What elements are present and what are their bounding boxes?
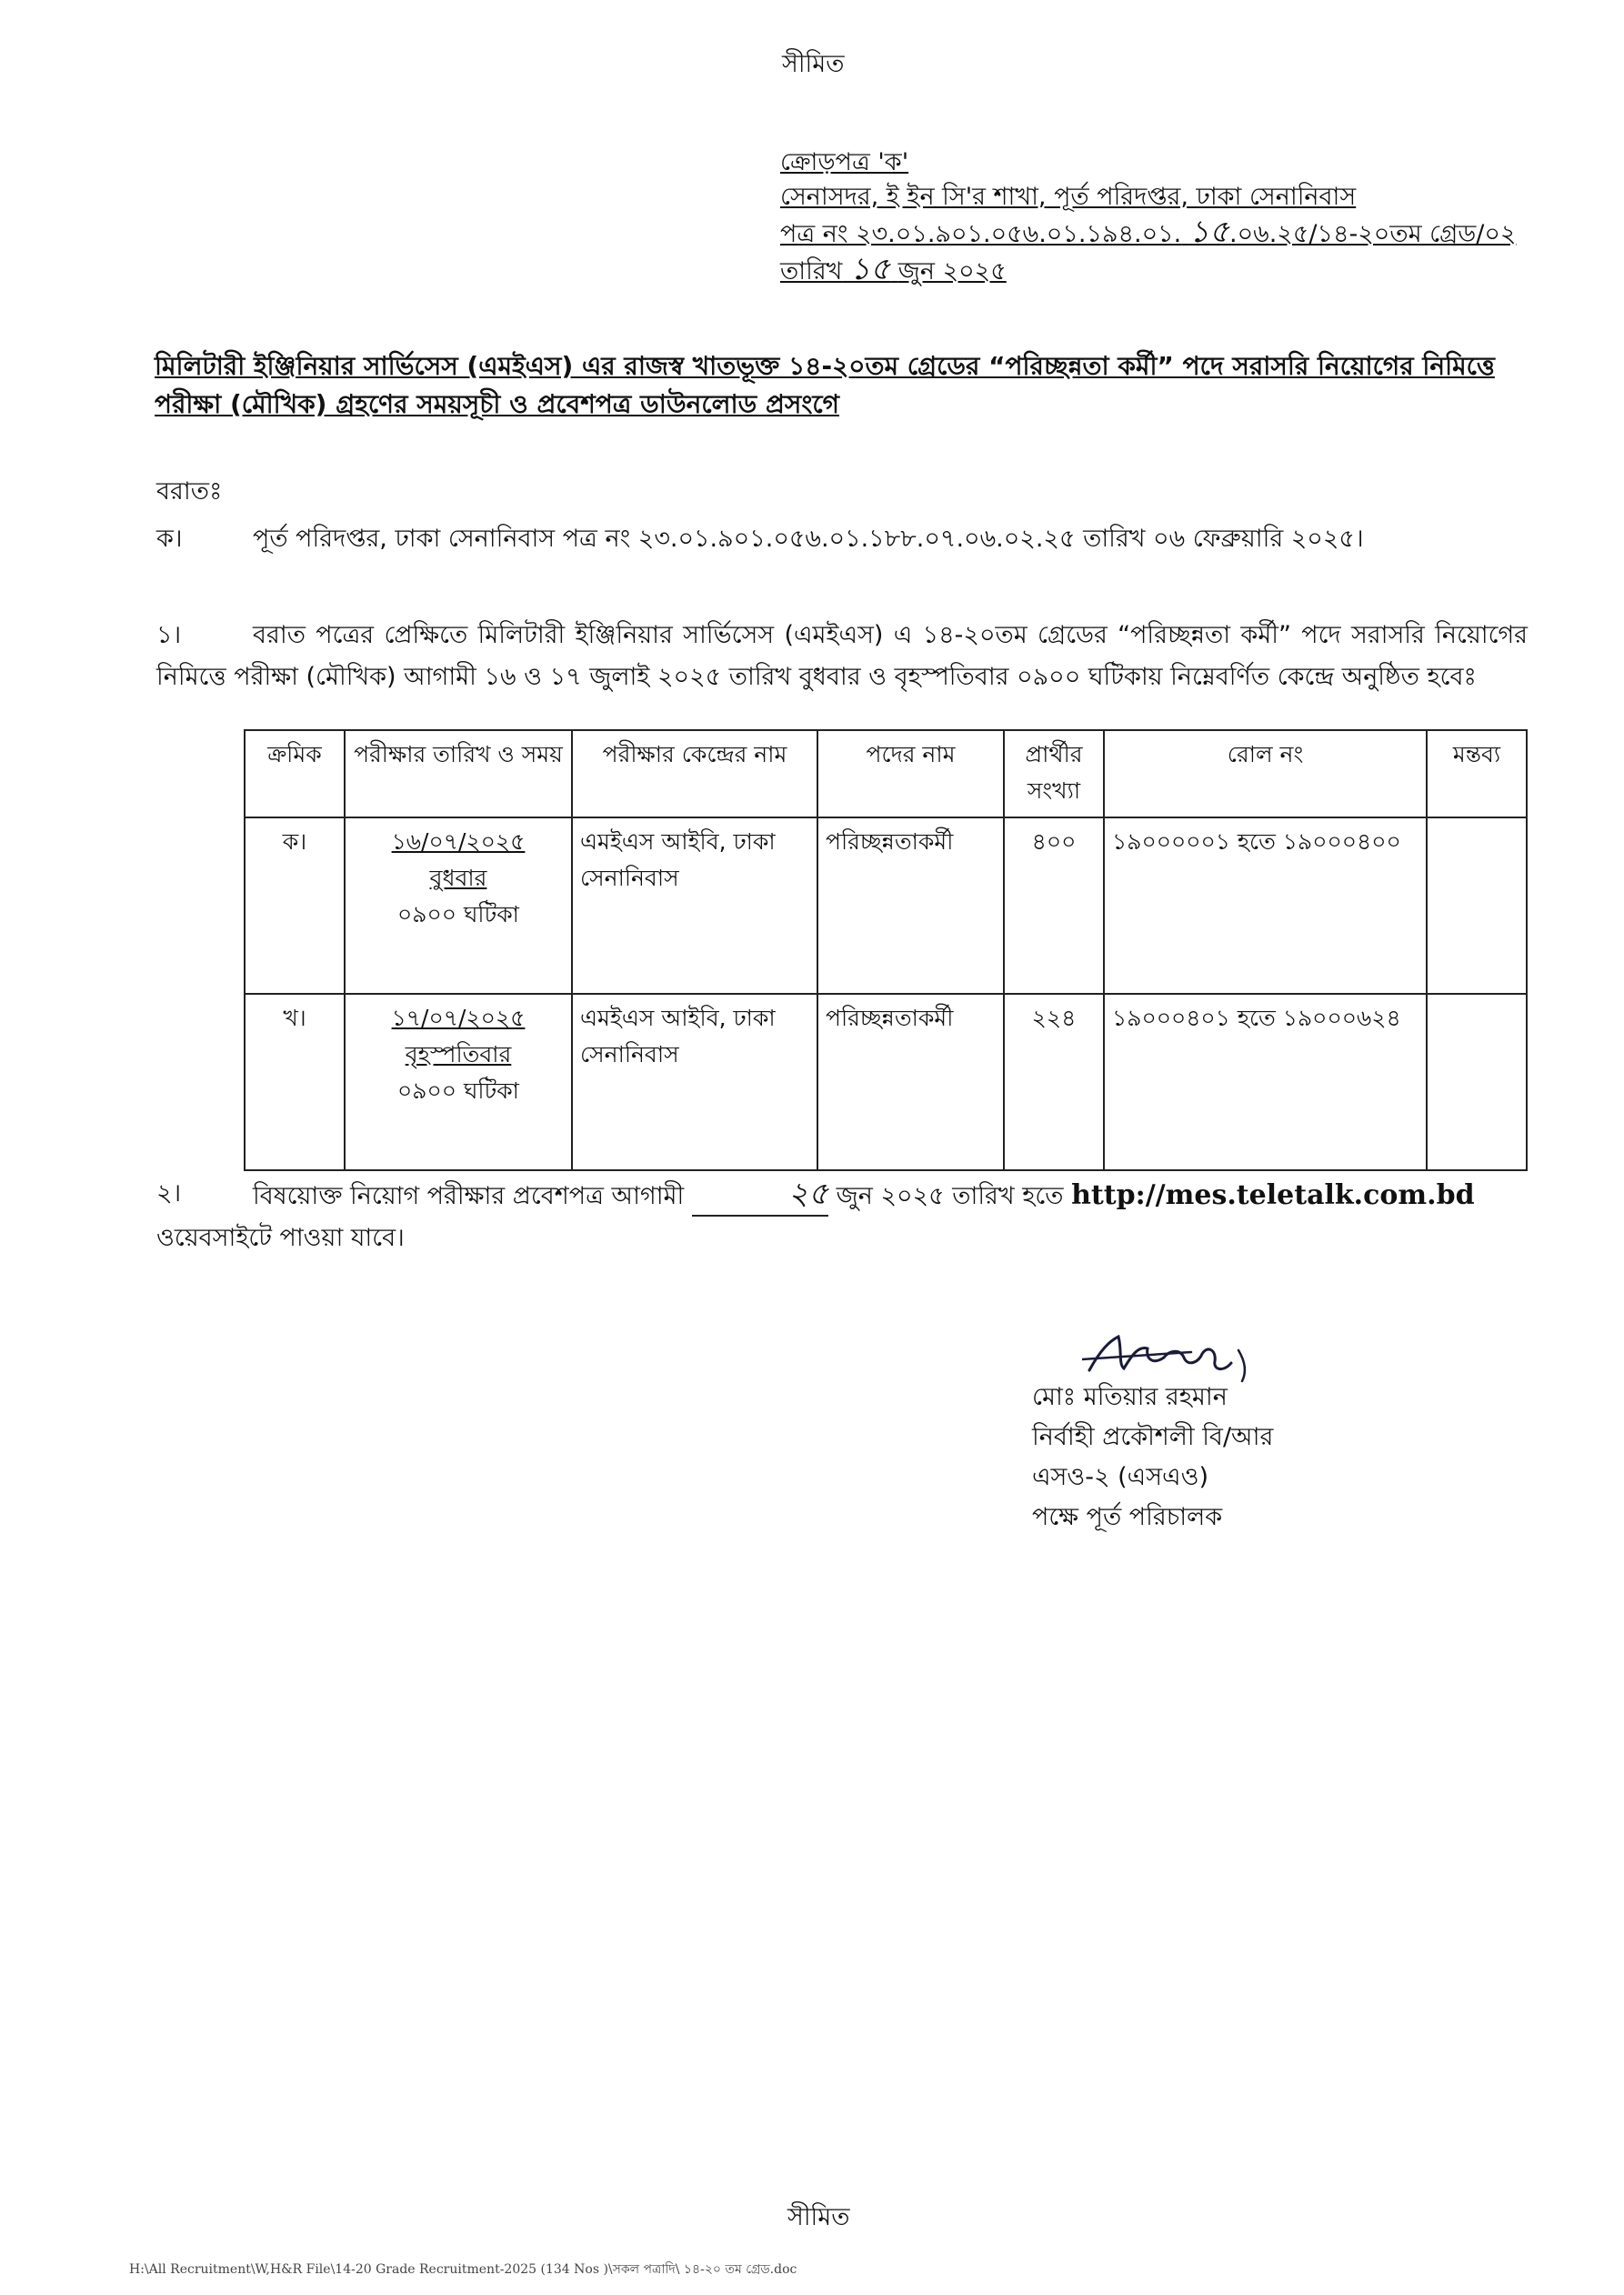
letter-number: পত্র নং ২৩.০১.৯০১.০৫৬.০১.১৯৪.০১. ১৫.০৬.২৫/১৪-২০তম গ্রেড/০২ [780, 214, 1517, 250]
reference-header [780, 145, 1516, 289]
col-header-datetime: পরীক্ষার তারিখ ও সময় [345, 730, 572, 817]
col-header-post: পদের নাম [817, 730, 1004, 817]
col-header-serial: ক্রমিক [245, 730, 345, 817]
para2-text: বিষয়োক্ত নিয়োগ পরীক্ষার প্রবেশপত্র আগামী ২৫ জুন ২০২৫ তারিখ হতে http://mes.teletalk.com.bd ওয়েবসাইটে পাওয়া যাবে। [156, 1173, 1528, 1259]
classification-bottom: সীমিত [787, 2203, 850, 2231]
cell-remarks [1427, 994, 1527, 1170]
subject-line: মিলিটারী ইঞ্জিনিয়ার সার্ভিসেস (এমইএস) এর রাজস্ব খাতভূক্ত ১৪-২০তম গ্রেডের “পরিচ্ছন্নতা কর্মী” পদে সরাসরি নিয়োগের নিমিত্তে পরীক্ষা (মৌখিক) গ্রহণের সময়সূচী ও প্রবেশপত্র ডাউনলোড প্রসংগে [155, 351, 1495, 419]
cell-time: ০৯০০ ঘটিকা [397, 1077, 519, 1104]
table-row [245, 994, 1527, 1170]
col-header-count: প্রার্থীর সংখ্যা [1004, 730, 1104, 817]
signatory-designation: নির্বাহী প্রকৌশলী বি/আর [1032, 1423, 1274, 1451]
cell-date: ১৭/০৭/২০২৫ [391, 1005, 526, 1031]
cell-time: ০৯০০ ঘটিকা [397, 901, 519, 927]
cell-day: বুধবার [429, 865, 487, 891]
col-header-center: পরীক্ষার কেন্দ্রের নাম [572, 730, 817, 817]
col-header-roll: রোল নং [1104, 730, 1427, 817]
handwritten-admit-day: ২৫ [692, 1173, 828, 1217]
para1-text: বরাত পত্রের প্রেক্ষিতে মিলিটারী ইঞ্জিনিয়ার সার্ভিসেস (এমইএস) এ ১৪-২০তম গ্রেডের “পরিচ্ছন্নতা কর্মী” পদে সরাসরি নিয়োগের নিমিত্তে পরীক্ষা (মৌখিক) আগামী ১৬ ও ১৭ জুলাই ২০২৫ তারিখ বুধবার ও বৃহস্পতিবার ০৯০০ ঘটিকায় নিম্নেবর্ণিত কেন্দ্রে অনুষ্ঠিত হবেঃ [156, 621, 1528, 691]
cell-count: ২২৪ [1004, 994, 1104, 1170]
para1-number: ১। [156, 621, 182, 649]
cell-center: এমইএস আইবি, ঢাকা সেনানিবাস [572, 817, 817, 994]
cell-center: এমইএস আইবি, ঢাকা সেনানিবাস [572, 994, 817, 1170]
cell-count: ৪০০ [1004, 817, 1104, 994]
reference-item-label: ক। [156, 525, 183, 553]
cell-serial: ক। [245, 817, 345, 994]
reference-heading: বরাতঃ [156, 477, 223, 506]
office-line: সেনাসদর, ই ইন সি'র শাখা, পূর্ত পরিদপ্তর, ঢাকা সেনানিবাস [780, 183, 1357, 211]
cell-datetime [345, 994, 572, 1170]
reference-item-text: পূর্ত পরিদপ্তর, ঢাকা সেনানিবাস পত্র নং ২৩.০১.৯০১.০৫৬.০১.১৮৮.০৭.০৬.০২.২৫ তারিখ ০৬ ফেব্রুয়ারি ২০২৫। [253, 525, 1364, 553]
cell-roll: ১৯০০০৪০১ হতে ১৯০০০৬২৪ [1104, 994, 1427, 1170]
handwritten-date-day: ১৫ [850, 251, 891, 287]
signatory-name: মোঃ মতিয়ার রহমান [1032, 1383, 1228, 1411]
cell-roll: ১৯০০০০০১ হতে ১৯০০০৪০০ [1104, 817, 1427, 994]
signatory-on-behalf: পক্ষে পূর্ত পরিচালক [1032, 1503, 1223, 1531]
table-row [245, 817, 1527, 994]
para2-number: ২। [156, 1179, 182, 1208]
file-path-footer: H:\All Recruitment\W,H&R File\14-20 Grade Recruitment-2025 (134 Nos )\সকল পত্রাদি\ ১৪-২০ তম গ্রেড.doc [129, 2262, 797, 2277]
cell-post: পরিচ্ছন্নতাকর্মী [817, 817, 1004, 994]
website-url: http://mes.teletalk.com.bd [1071, 1179, 1475, 1211]
letter-date: তারিখ ১৫ জুন ২০২৫ [780, 251, 1007, 287]
exam-schedule-table [244, 729, 1528, 1171]
cell-serial: খ। [245, 994, 345, 1170]
col-header-remarks: মন্তব্য [1427, 730, 1527, 817]
handwritten-letter-day: ১৫ [1188, 214, 1229, 250]
signature-block [1032, 1378, 1273, 1538]
classification-top: সীমিত [782, 50, 845, 78]
cell-post: পরিচ্ছন্নতাকর্মী [817, 994, 1004, 1170]
signatory-post: এসও-২ (এসএও) [1032, 1463, 1208, 1491]
cell-remarks [1427, 817, 1527, 994]
cell-date: ১৬/০৭/২০২৫ [391, 828, 526, 855]
cell-datetime [345, 817, 572, 994]
cell-day: বৃহস্পতিবার [405, 1041, 512, 1067]
annex-label: ক্রোড়পত্র 'ক' [780, 148, 909, 176]
table-header-row [245, 730, 1527, 817]
